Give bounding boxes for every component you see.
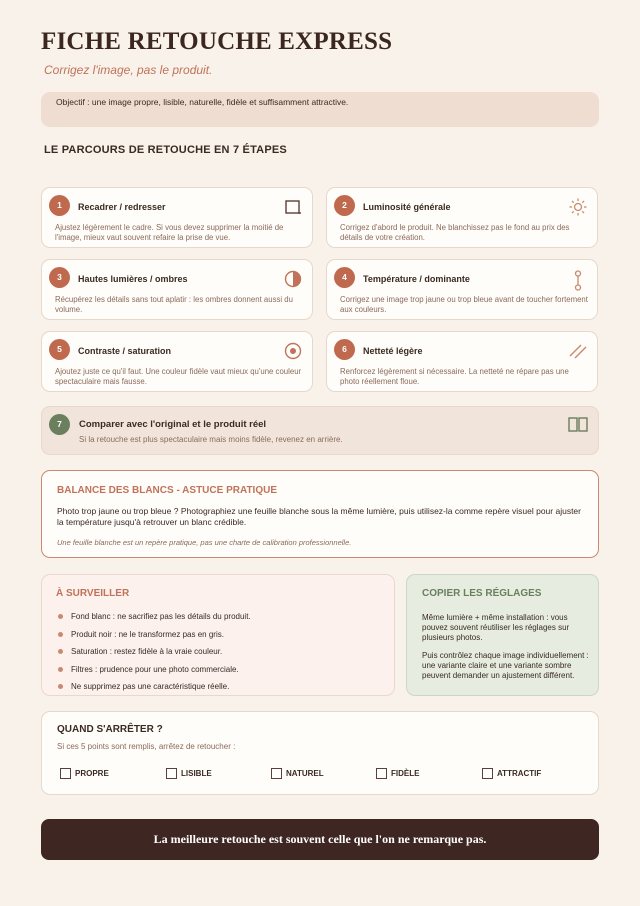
step-description: Récupérez les détails sans tout aplatir : les ombres donnent aussi du volume. <box>55 295 293 314</box>
white-balance-text: Photo trop jaune ou trop bleue ? Photographiez une feuille blanche sous la même lumière, puis utilisez-la comme repère visuel pour ajuster la température jusqu'à retrouver un blanc crédible. <box>57 506 581 527</box>
step-number: 1 <box>49 195 70 216</box>
checklist-item-naturel[interactable] <box>271 768 324 779</box>
step-description: Ajoutez juste ce qu'il faut. Une couleur fidèle vaut mieux qu'une couleur spectaculaire mais fausse. <box>55 367 302 386</box>
checklist-item-lisible[interactable] <box>166 768 212 779</box>
watch-list <box>58 612 251 700</box>
target-icon <box>284 342 302 360</box>
step-number: 3 <box>49 267 70 288</box>
checkbox-label: PROPRE <box>75 769 109 778</box>
step-number: 7 <box>49 414 70 435</box>
sharpen-lines-icon <box>569 342 587 360</box>
list-item: Saturation : restez fidèle à la vraie couleur. <box>58 647 251 665</box>
list-item: Ne supprimez pas une caractéristique réelle. <box>58 682 251 700</box>
white-balance-note: Une feuille blanche est un repère pratique, pas une charte de calibration professionnelle. <box>57 538 352 547</box>
checkbox[interactable] <box>166 768 177 779</box>
step-title: Température / dominante <box>363 274 470 284</box>
checkbox[interactable] <box>482 768 493 779</box>
step-title: Hautes lumières / ombres <box>78 274 188 284</box>
copy-settings-box <box>406 574 599 696</box>
compare-icon <box>568 416 588 434</box>
white-balance-tip-box <box>41 470 599 558</box>
page-title: FICHE RETOUCHE EXPRESS <box>41 28 393 55</box>
step-description: Corrigez d'abord le produit. Ne blanchissez pas le fond au prix des détails de votre création. <box>340 223 570 242</box>
step-card-5 <box>41 331 313 392</box>
list-item: Fond blanc : ne sacrifiez pas les détails du produit. <box>58 612 251 630</box>
step-number: 5 <box>49 339 70 360</box>
checklist-item-fidele[interactable] <box>376 768 419 779</box>
crop-square-icon <box>284 198 302 216</box>
step-title: Comparer avec l'original et le produit réel <box>79 419 267 430</box>
step-number: 6 <box>334 339 355 360</box>
list-item: Produit noir : ne le transformez pas en gris. <box>58 630 251 648</box>
checkbox-label: FIDÈLE <box>391 769 420 778</box>
step-card-6 <box>326 331 598 392</box>
watch-title: À SURVEILLER <box>56 588 130 599</box>
checkbox-label: ATTRACTIF <box>497 769 542 778</box>
step-description: Renforcez légèrement si nécessaire. La netteté ne répare pas une photo réellement floue. <box>340 367 569 386</box>
sun-icon <box>569 198 587 216</box>
step-card-4 <box>326 259 598 320</box>
checkbox[interactable] <box>60 768 71 779</box>
step-title: Netteté légère <box>363 346 423 356</box>
step-description: Si la retouche est plus spectaculaire mais moins fidèle, revenez en arrière. <box>79 435 343 444</box>
watch-list-box <box>41 574 395 696</box>
checklist-item-attractif[interactable] <box>482 768 541 779</box>
thermometer-icon <box>569 270 587 292</box>
copy-settings-paragraph-1: Même lumière + même installation : vous pouvez souvent réutiliser les réglages sur plusieurs photos. <box>422 613 570 642</box>
step-number: 4 <box>334 267 355 288</box>
when-to-stop-subtitle: Si ces 5 points sont remplis, arrêtez de retoucher : <box>57 742 236 751</box>
list-item: Filtres : prudence pour une photo commerciale. <box>58 665 251 683</box>
when-to-stop-box <box>41 711 599 795</box>
step-description: Corrigez une image trop jaune ou trop bleue avant de toucher fortement aux couleurs. <box>340 295 588 314</box>
checkbox[interactable] <box>376 768 387 779</box>
checkbox[interactable] <box>271 768 282 779</box>
checkbox-label: NATUREL <box>286 769 324 778</box>
copy-settings-title: COPIER LES RÉGLAGES <box>422 588 542 599</box>
half-circle-icon <box>284 270 302 288</box>
step-card-1 <box>41 187 313 248</box>
step-title: Recadrer / redresser <box>78 202 166 212</box>
step-card-2 <box>326 187 598 248</box>
steps-section-title: LE PARCOURS DE RETOUCHE EN 7 ÉTAPES <box>44 144 287 156</box>
page-subtitle: Corrigez l'image, pas le produit. <box>44 63 213 77</box>
copy-settings-paragraph-2: Puis contrôlez chaque image individuellement : une variante claire et une variante sombre peuvent demander un ajustement différent. <box>422 651 589 680</box>
checklist-item-propre[interactable] <box>60 768 109 779</box>
step-title: Contraste / saturation <box>78 346 172 356</box>
objective-banner: Objectif : une image propre, lisible, naturelle, fidèle et suffisamment attractive. <box>41 92 599 127</box>
when-to-stop-title: QUAND S'ARRÊTER ? <box>57 724 163 735</box>
white-balance-title: BALANCE DES BLANCS - ASTUCE PRATIQUE <box>57 485 278 496</box>
step-card-3 <box>41 259 313 320</box>
footer-quote-banner: La meilleure retouche est souvent celle que l'on ne remarque pas. <box>41 819 599 860</box>
checkbox-label: LISIBLE <box>181 769 212 778</box>
step-number: 2 <box>334 195 355 216</box>
step-description: Ajustez légèrement le cadre. Si vous devez supprimer la moitié de l'image, mieux vaut souvent refaire la prise de vue. <box>55 223 284 242</box>
step-title: Luminosité générale <box>363 202 451 212</box>
step-card-7 <box>41 406 599 455</box>
